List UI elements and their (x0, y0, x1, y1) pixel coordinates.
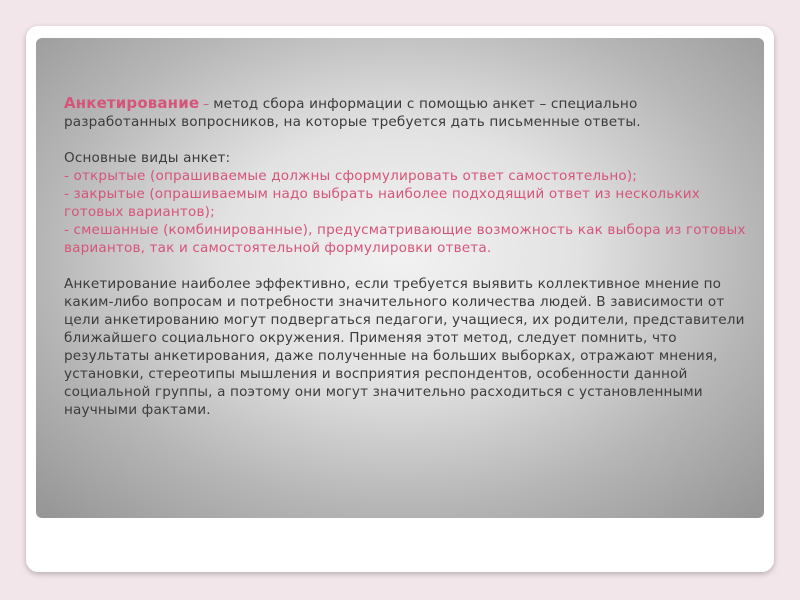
type-item-closed: - закрытые (опрашиваемым надо выбрать наиболее подходящий ответ из нескольких готовых вариантов); (64, 186, 700, 220)
definition-paragraph (64, 94, 754, 131)
type-item-open: - открытые (опрашиваемые должны сформулировать ответ самостоятельно); (64, 168, 638, 184)
spacer (64, 131, 754, 149)
type-item-mixed: - смешанные (комбинированные), предусматривающие возможность как выбора из готовых вариантов, так и самостоятельной формулировки ответа. (64, 222, 746, 256)
slide-text (64, 94, 754, 419)
types-heading: Основные виды анкет: (64, 150, 231, 166)
content-panel (36, 38, 764, 518)
conclusion-paragraph: Анкетирование наиболее эффективно, если требуется выявить коллективное мнение по каким-либо вопросам и потребности значительного количества людей. В зависимости от цели анкетированию могут подвергаться педагоги, учащиеся, их родители, представители ближайшего социального окружения. Применяя этот метод, следует помнить, что результаты анкетирования, даже полученные на больших выборках, отражают мнения, установки, стереотипы мышления и восприятия респондентов, особенности данной социальной группы, а поэтому они могут значительно расходиться с установленными научными фактами. (64, 276, 745, 418)
definition-separator: – (199, 97, 214, 111)
slide-frame (26, 26, 774, 572)
spacer (64, 257, 754, 275)
definition-text: метод сбора информации с помощью анкет – специально разработанных вопросников, на которые требуется дать письменные ответы. (64, 96, 641, 130)
definition-term: Анкетирование (64, 94, 200, 112)
